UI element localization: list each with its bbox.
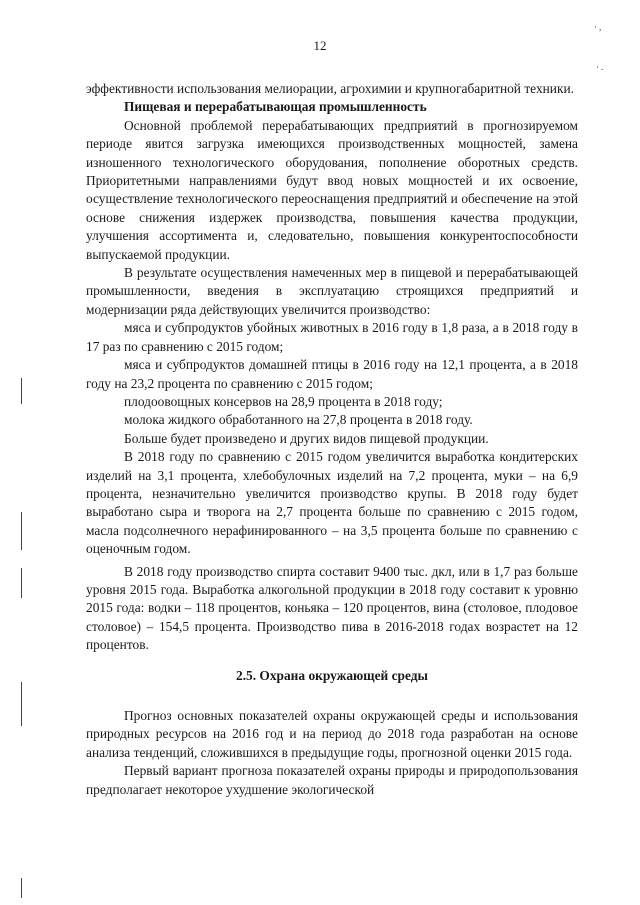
page-number: 12 <box>313 38 327 53</box>
scan-margin-line <box>21 568 22 598</box>
section-heading-environment: 2.5. Охрана окружающей среды <box>236 667 428 683</box>
list-item: мяса и субпродуктов убойных животных в 2016 году в 1,8 раза, а в 2018 году в 17 раз по сравнению с 2015 годом; <box>86 320 578 354</box>
paragraph-continuation: эффективности использования мелиорации, агрохимии и крупногабаритной техники. <box>86 81 574 96</box>
paragraph: В 2018 году по сравнению с 2015 годом увеличится выработка кондитерских изделий на 3,1 процента, хлебобулочных изделий на 7,2 процента, муки – на 6,9 процента, незначительно увеличится производство крупы. В 2018 году будет выработано сыра и творога на 2,7 процента больше по сравнению с 2015 годом, масла подсолнечного нерафинированного – на 3,5 процента больше по сравнению с оценочным годом. <box>86 449 578 557</box>
paragraph: Первый вариант прогноза показателей охраны природы и природопользования предполагает некоторое ухудшение экологической <box>86 763 578 797</box>
document-body <box>86 80 578 799</box>
list-item: плодоовощных консервов на 28,9 процента в 2018 году; <box>124 393 443 409</box>
scan-margin-line <box>21 512 22 550</box>
paragraph: В 2018 году производство спирта составит 9400 тыс. дкл, или в 1,7 раз больше уровня 2015 года. Выработка алкогольной продукции в 2018 году составит к уровню 2015 года: водки – 118 процентов, коньяка – 120 процентов, вина (столовое, плодовое столовое) – 154,5 процента. Производство пива в 2016-2018 годах возрастет на 12 процентов. <box>86 563 578 653</box>
scan-dots: ·. <box>596 62 606 72</box>
paragraph: Прогноз основных показателей охраны окружающей среды и использования природных ресурсов на 2016 год и на период до 2018 года разработан на основе анализа тенденций, сложившихся в предыдущие годы, прогнозной оценки 2015 года. <box>86 708 578 760</box>
scan-dots: ·, <box>594 22 604 32</box>
subheading-food-industry: Пищевая и перерабатывающая промышленность <box>124 99 427 115</box>
paragraph: В результате осуществления намеченных мер в пищевой и перерабатывающей промышленности, введения в эксплуатацию строящихся предприятий и модернизации ряда действующих увеличится производство: <box>86 265 578 317</box>
list-item: мяса и субпродуктов домашней птицы в 2016 году на 12,1 процента, а в 2018 году на 23,2 процента по сравнению с 2015 годом; <box>86 357 578 391</box>
scan-margin-line <box>21 378 22 404</box>
paragraph: Больше будет произведено и других видов пищевой продукции. <box>124 430 489 446</box>
scan-margin-line <box>21 682 22 726</box>
paragraph: Основной проблемой перерабатывающих предприятий в прогнозируемом периоде явится загрузка имеющихся производственных мощностей, замена изношенного технологического оборудования, пополнение оборотных средств. Приоритетными направлениями будут ввод новых мощностей и их освоение, осуществление технологического переоснащения предприятий и обеспечение на этой основе снижения издержек производства, повышения качества продукции, улучшения ассортимента и, следовательно, повышения конкурентоспособности выпускаемой продукции. <box>86 117 578 262</box>
list-item: молока жидкого обработанного на 27,8 процента в 2018 году. <box>124 412 473 428</box>
scan-margin-line <box>21 878 22 898</box>
